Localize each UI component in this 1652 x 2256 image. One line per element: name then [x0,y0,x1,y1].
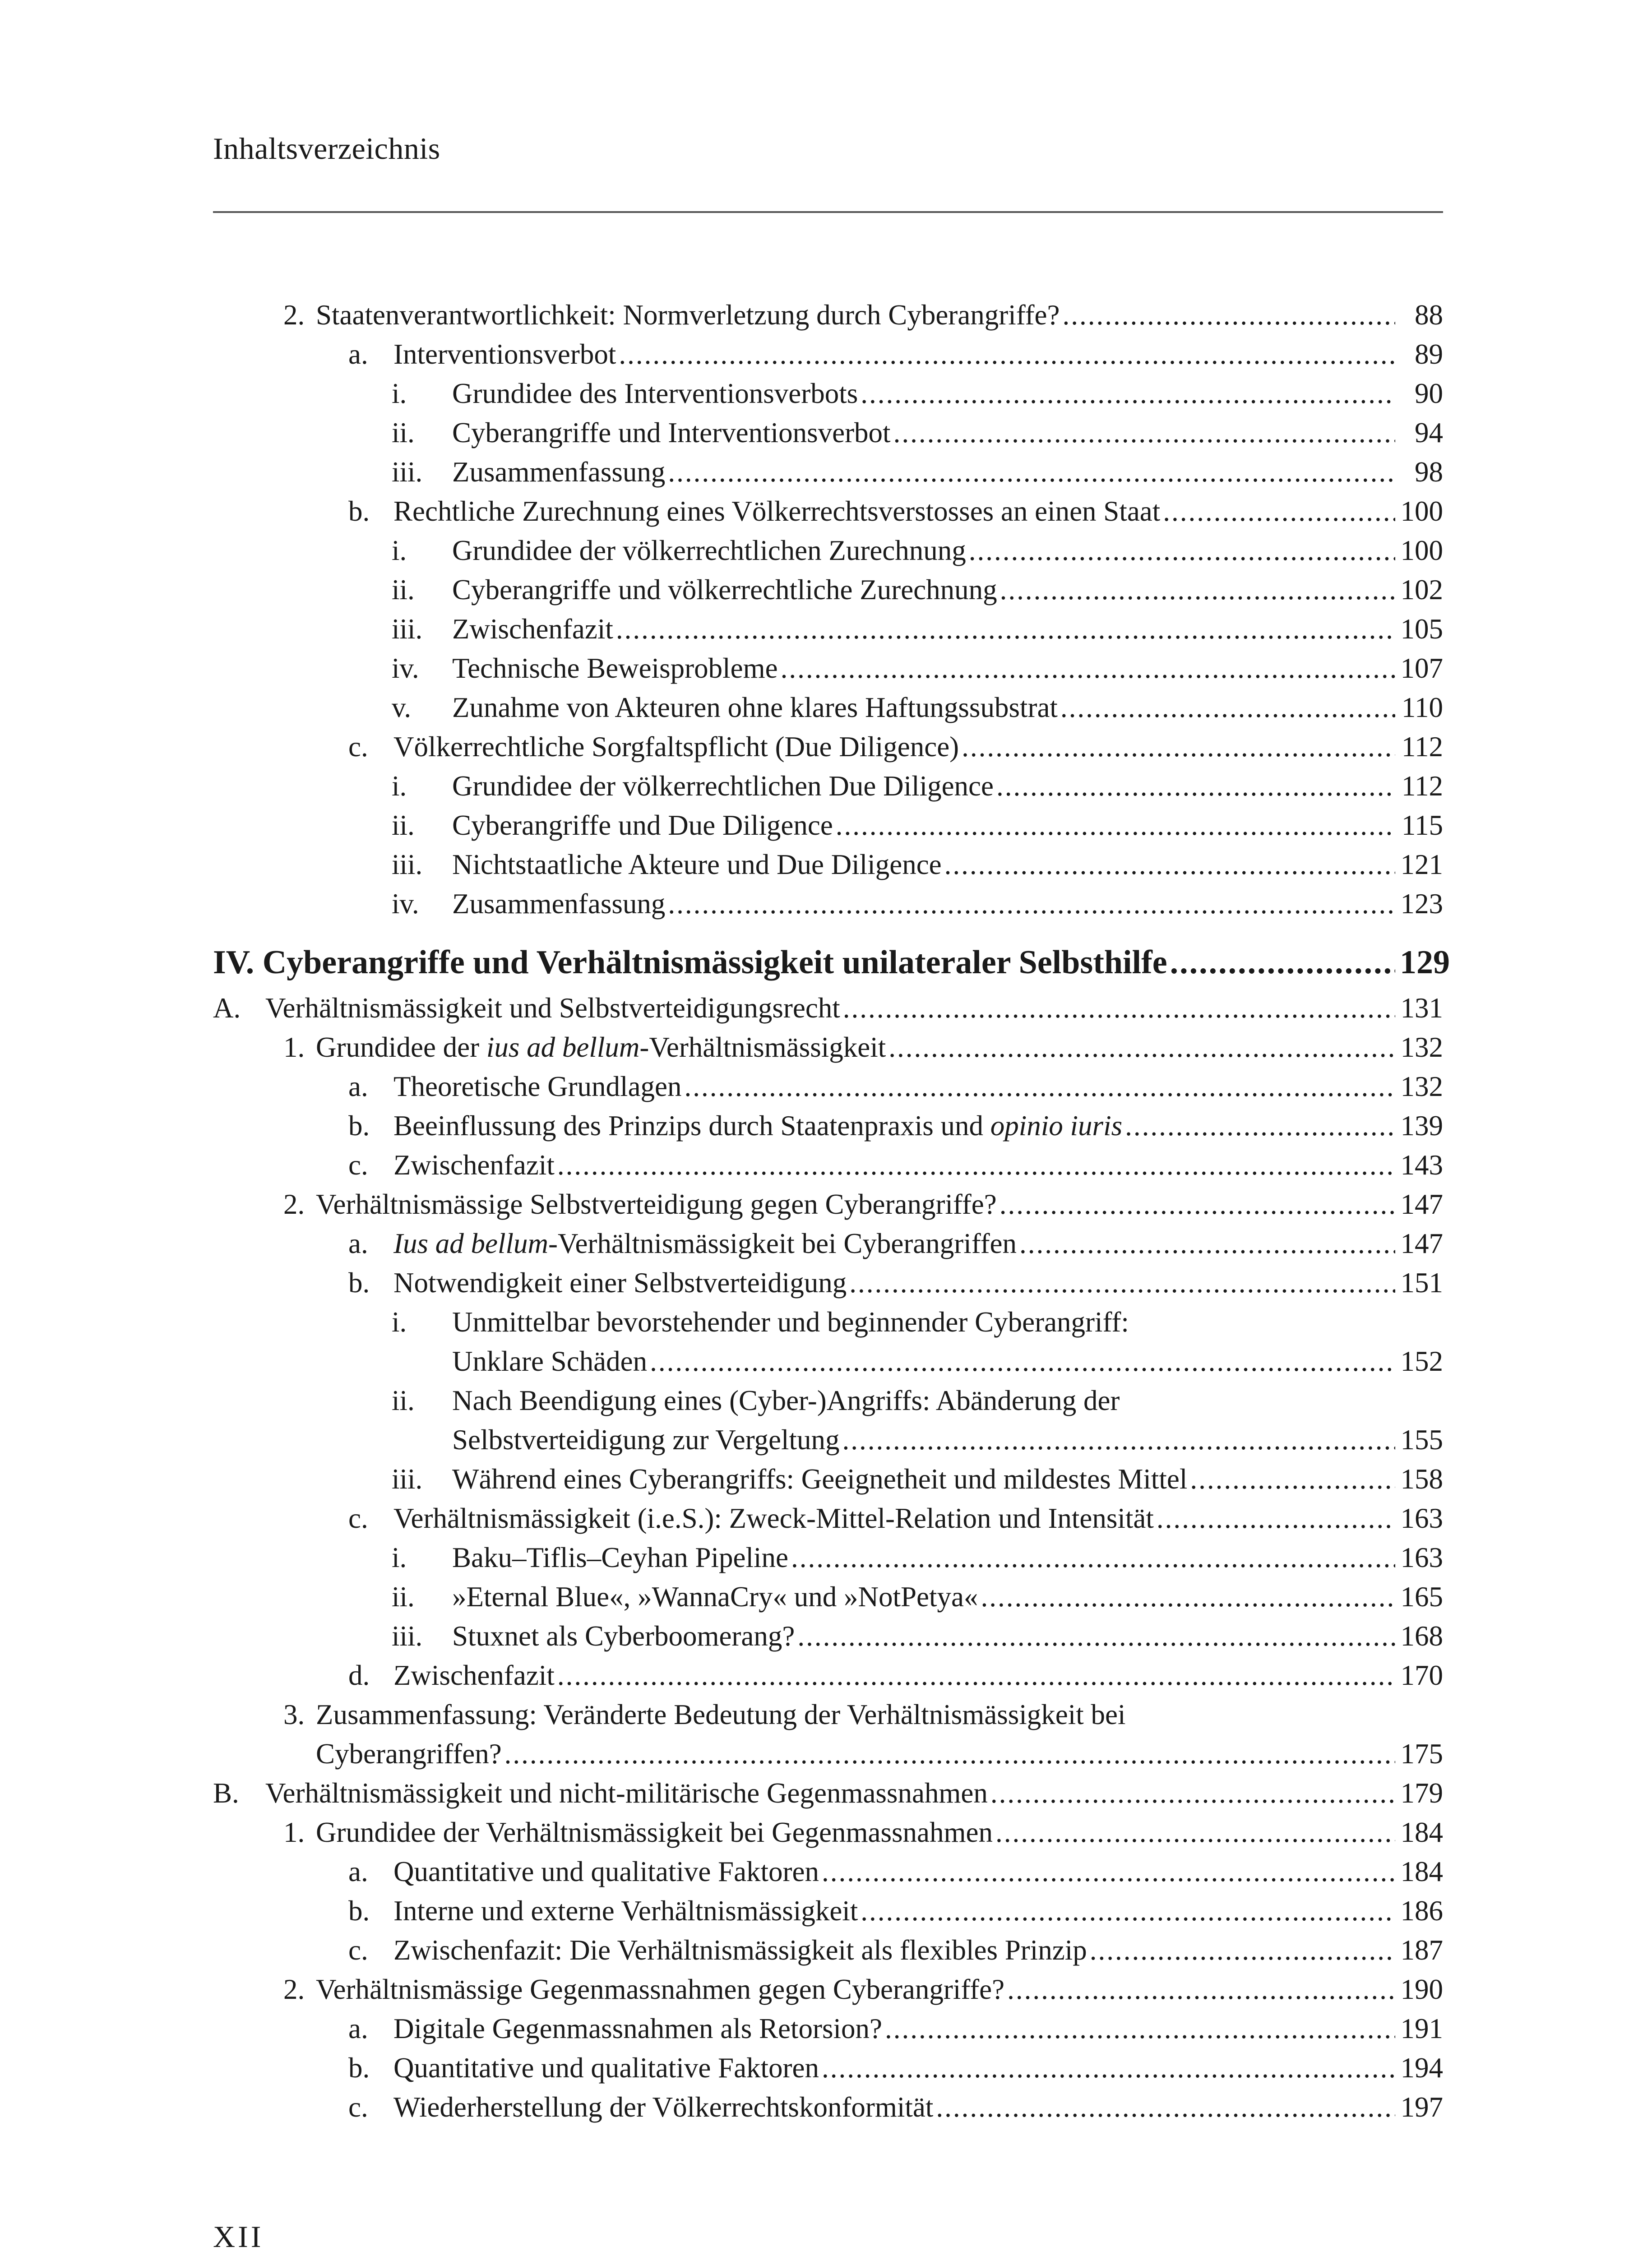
dot-leader [861,1891,1395,1931]
toc-entry-title: Zwischenfazit [393,1149,555,1181]
dot-leader [1000,1185,1395,1224]
dot-leader [1060,688,1395,727]
toc-entry[interactable] [0,989,1652,1028]
toc-entry-number: ii. [392,1385,415,1416]
toc-page-number: 179 [1400,1777,1443,1809]
toc-entry-number: iii. [392,613,423,645]
dot-leader [616,610,1395,649]
toc-entry-title: Verhältnismässigkeit und Selbstverteidigungsrecht [265,992,840,1024]
dot-leader [861,374,1395,413]
toc-page-number: 131 [1400,992,1443,1024]
toc-entry[interactable] [0,1224,1652,1263]
toc-page-number: 143 [1400,1149,1443,1181]
toc-entry[interactable] [0,1813,1652,1852]
toc-page-number: 155 [1400,1424,1443,1456]
toc-entry-title: Staatenverantwortlichkeit: Normverletzung durch Cyberangriffe? [316,299,1060,331]
toc-entry-number: iii. [392,849,423,880]
toc-entry-title: IV. Cyberangriffe und Verhältnismässigkeit unilateraler Selbsthilfe [213,944,1167,981]
dot-leader [1163,492,1395,531]
toc-page-number: 187 [1400,1934,1443,1966]
toc-entry-title: Cyberangriffe und Interventionsverbot [452,417,891,448]
running-head: Inhaltsverzeichnis [213,131,440,166]
dot-leader [893,413,1395,453]
toc-entry[interactable] [0,1891,1652,1931]
toc-entry-number: ii. [392,574,415,606]
title-text: -Verhältnismässigkeit [639,1031,886,1063]
toc-entry-number: iii. [392,1620,423,1652]
toc-entry-number: 1. [283,1031,305,1063]
toc-page-number: 94 [1415,417,1443,448]
toc-page-number: 121 [1400,849,1443,880]
toc-entry[interactable] [0,1185,1652,1224]
toc-entry-number: d. [348,1660,370,1691]
title-italic-term: opinio iuris [990,1110,1123,1142]
dot-leader [557,1656,1395,1695]
dot-leader [849,1263,1395,1303]
toc-entry-title: Digitale Gegenmassnahmen als Retorsion? [393,2013,882,2044]
toc-entry-number: v. [392,692,412,723]
toc-entry[interactable] [0,1381,1652,1460]
toc-entry-title: Wiederherstellung der Völkerrechtskonformität [393,2091,934,2123]
toc-entry-number: iii. [392,456,423,488]
dot-leader [822,1852,1395,1891]
dot-leader [1190,1460,1395,1499]
toc-entry-title: Unklare Schäden [452,1345,648,1377]
toc-entry-title: Verhältnismässige Gegenmassnahmen gegen Cyberangriffe? [316,1974,1005,2005]
toc-entry-number: i. [392,1306,407,1338]
toc-entry-title: Zusammenfassung [452,456,666,488]
dot-leader [1000,570,1395,610]
toc-entry-number: ii. [392,417,415,448]
toc-entry[interactable] [0,1656,1652,1695]
toc-entry-title: Stuxnet als Cyberboomerang? [452,1620,795,1652]
toc-entry-number: c. [348,731,368,763]
toc-page-number: 152 [1400,1345,1443,1377]
dot-leader [996,767,1395,806]
dot-leader [1007,1970,1395,2009]
toc-entry-title: Cyberangriffe und völkerrechtliche Zurechnung [452,574,997,606]
dot-leader [557,1146,1395,1185]
toc-entry-title: Zunahme von Akteuren ohne klares Haftungssubstrat [452,692,1058,723]
dot-leader [668,453,1395,492]
toc-page-number: 147 [1400,1188,1443,1220]
dot-leader [888,1028,1395,1067]
toc-entry[interactable] [0,413,1652,453]
toc-page-number: 151 [1400,1267,1443,1299]
toc-entry-title: Zwischenfazit [452,613,613,645]
toc-entry[interactable] [0,374,1652,413]
toc-entry-title: Während eines Cyberangriffs: Geeignetheit und mildestes Mittel [452,1463,1188,1495]
dot-leader [1170,940,1395,985]
toc-entry-number: c. [348,1934,368,1966]
toc-entry[interactable] [0,492,1652,531]
dot-leader [668,884,1395,924]
toc-entry-title: Zusammenfassung [452,888,666,920]
toc-entry-title: Selbstverteidigung zur Vergeltung [452,1424,840,1456]
toc-entry-number: b. [348,495,370,527]
toc-entry-number: iii. [392,1463,423,1495]
title-italic-term: ius ad bellum [486,1031,640,1063]
toc-entry[interactable] [0,727,1652,767]
dot-leader [842,1420,1395,1460]
toc-entry-title-first-line: Unmittelbar bevorstehender und beginnender Cyberangriff: [452,1306,1129,1338]
dot-leader [504,1734,1395,1774]
dot-leader [885,2009,1395,2048]
toc-entry-number: i. [392,770,407,802]
toc-entry-title [316,1028,886,1067]
toc-entry-number: a. [348,2013,368,2044]
toc-entry[interactable] [0,1538,1652,1577]
toc-page-number: 147 [1400,1228,1443,1259]
title-italic-term: Ius ad bellum [393,1228,548,1259]
toc-entry-number: 2. [283,299,305,331]
dot-leader [650,1342,1395,1381]
dot-leader [685,1067,1396,1106]
toc-entry-title: Interventionsverbot [393,338,616,370]
toc-entry[interactable] [0,570,1652,610]
toc-entry[interactable] [0,2088,1652,2127]
toc-entry-title: Cyberangriffen? [316,1738,502,1770]
toc-page-number: 184 [1400,1856,1443,1887]
title-text: Grundidee der [316,1031,486,1063]
dot-leader [995,1813,1395,1852]
toc-page-number: 186 [1400,1895,1443,1927]
toc-entry-number: 2. [283,1974,305,2005]
dot-leader [1019,1224,1395,1263]
toc-entry[interactable] [0,649,1652,688]
toc-entry-number: i. [392,378,407,409]
toc-entry-title: Grundidee der völkerrechtlichen Zurechnung [452,535,966,566]
dot-leader [969,531,1395,570]
toc-entry-title: Technische Beweisprobleme [452,652,778,684]
toc-entry[interactable] [0,335,1652,374]
toc-entry[interactable] [0,1460,1652,1499]
toc-entry[interactable] [0,1695,1652,1774]
toc-entry-number: a. [348,1228,368,1259]
toc-page-number: 184 [1400,1817,1443,1848]
toc-entry-number: 3. [283,1699,305,1730]
toc-entry-number: 1. [283,1817,305,1848]
toc-entry[interactable] [0,1499,1652,1538]
toc-entry-number: a. [348,1856,368,1887]
toc-page-number: 139 [1400,1110,1443,1142]
dot-leader [781,649,1395,688]
toc-entry-title: Theoretische Grundlagen [393,1071,682,1102]
toc-page-number: 123 [1400,888,1443,920]
toc-entry[interactable] [0,806,1652,845]
toc-page-number: 190 [1400,1974,1443,2005]
toc-chapter-heading[interactable] [0,940,1652,985]
toc-page-number: 191 [1400,2013,1443,2044]
toc-entry[interactable] [0,1028,1652,1067]
dot-leader [791,1538,1395,1577]
toc-entry-title: Baku–Tiflis–Ceyhan Pipeline [452,1542,788,1573]
toc-page-number: 163 [1400,1502,1443,1534]
title-text: Beeinflussung des Prinzips durch Staatenpraxis und [393,1110,990,1142]
toc-entry-number: b. [348,2052,370,2084]
toc-entry-number: a. [348,1071,368,1102]
dot-leader [836,806,1395,845]
toc-entry-title: Nichtstaatliche Akteure und Due Diligence [452,849,942,880]
toc-entry-title: Grundidee der Verhältnismässigkeit bei Gegenmassnahmen [316,1817,993,1848]
toc-entry-title: Grundidee des Interventionsverbots [452,378,858,409]
toc-page-number: 112 [1401,770,1443,802]
toc-entry[interactable] [0,453,1652,492]
toc-entry-number: iv. [392,652,419,684]
toc-entry-number: b. [348,1110,370,1142]
toc-page-number: 100 [1400,495,1443,527]
toc-entry-number: i. [392,535,407,566]
toc-entry[interactable] [0,1617,1652,1656]
toc-entry[interactable] [0,1970,1652,2009]
toc-page-number: 194 [1400,2052,1443,2084]
toc-entry[interactable] [0,531,1652,570]
toc-page-number: 112 [1401,731,1443,763]
toc-page-number: 165 [1400,1581,1443,1613]
toc-entry[interactable] [0,1303,1652,1381]
toc-entry-number: A. [213,992,241,1024]
toc-entry-title: Rechtliche Zurechnung eines Völkerrechtsverstosses an einen Staat [393,495,1161,527]
toc-entry-number: c. [348,1502,368,1534]
dot-leader [1090,1931,1395,1970]
toc-page-number: 115 [1401,809,1443,841]
toc-entry-title-first-line: Nach Beendigung eines (Cyber-)Angriffs: Abänderung der [452,1385,1120,1416]
toc-entry-number: a. [348,338,368,370]
toc-entry[interactable] [0,845,1652,884]
toc-page-number: 107 [1400,652,1443,684]
toc-entry-number: 2. [283,1188,305,1220]
toc-page-number: 132 [1400,1071,1443,1102]
dot-leader [822,2048,1395,2088]
toc-entry[interactable] [0,1146,1652,1185]
toc-entry[interactable] [0,1577,1652,1617]
toc-page-number: 100 [1400,535,1443,566]
toc-page-number: 168 [1400,1620,1443,1652]
dot-leader [1062,296,1395,335]
toc-entry-number: c. [348,1149,368,1181]
toc-page-number: 158 [1400,1463,1443,1495]
toc-entry-title: Verhältnismässigkeit und nicht-militärische Gegenmassnahmen [265,1777,988,1809]
toc-entry-title-first-line: Zusammenfassung: Veränderte Bedeutung der Verhältnismässigkeit bei [316,1699,1126,1730]
dot-leader [944,845,1395,884]
toc-entry-number: b. [348,1895,370,1927]
toc-entry-number: c. [348,2091,368,2123]
toc-entry-title: Quantitative und qualitative Faktoren [393,1856,819,1887]
toc-entry[interactable] [0,767,1652,806]
toc-entry-number: b. [348,1267,370,1299]
toc-entry-number: iv. [392,888,419,920]
title-text: -Verhältnismässigkeit bei Cyberangriffen [548,1228,1017,1259]
dot-leader [990,1774,1395,1813]
toc-entry[interactable] [0,1852,1652,1891]
toc-entry-title: Zwischenfazit: Die Verhältnismässigkeit als flexibles Prinzip [393,1934,1087,1966]
toc-page-number: 175 [1400,1738,1443,1770]
toc-entry-title: Quantitative und qualitative Faktoren [393,2052,819,2084]
toc-entry[interactable] [0,688,1652,727]
dot-leader [962,727,1395,767]
toc-entry[interactable] [0,1931,1652,1970]
toc-page-number: 163 [1400,1542,1443,1573]
toc-entry-title: Zwischenfazit [393,1660,555,1691]
toc-page-number: 110 [1401,692,1443,723]
toc-entry[interactable] [0,2009,1652,2048]
dot-leader [843,989,1395,1028]
toc-page-number: 197 [1400,2091,1443,2123]
dot-leader [619,335,1395,374]
toc-entry-title: »Eternal Blue«, »WannaCry« und »NotPetya« [452,1581,978,1613]
toc-page-number: 90 [1415,378,1443,409]
dot-leader [1125,1106,1395,1146]
toc-entry-number: i. [392,1542,407,1573]
dot-leader [936,2088,1395,2127]
page-number: XII [213,2219,264,2254]
dot-leader [797,1617,1395,1656]
toc-entry-title: Cyberangriffe und Due Diligence [452,809,833,841]
toc-entry-title: Völkerrechtliche Sorgfaltspflicht (Due Diligence) [393,731,959,763]
toc-entry[interactable] [0,2048,1652,2088]
toc-page-number: 132 [1400,1031,1443,1063]
toc-entry-title: Verhältnismässige Selbstverteidigung gegen Cyberangriffe? [316,1188,997,1220]
toc-page-number: 88 [1415,299,1443,331]
toc-entry-title: Notwendigkeit einer Selbstverteidigung [393,1267,847,1299]
toc-page-number: 102 [1400,574,1443,606]
toc-entry[interactable] [0,884,1652,924]
dot-leader [1157,1499,1395,1538]
dot-leader [981,1577,1395,1617]
toc-entry[interactable] [0,296,1652,335]
toc-page-number: 98 [1415,456,1443,488]
toc-entry-title: Interne und externe Verhältnismässigkeit [393,1895,858,1927]
toc-entry[interactable] [0,1263,1652,1303]
toc-entry-number: B. [213,1777,239,1809]
toc-page-number: 89 [1415,338,1443,370]
toc-entry[interactable] [0,1067,1652,1106]
toc-entry[interactable] [0,610,1652,649]
toc-entry-number: ii. [392,809,415,841]
toc-entry-number: ii. [392,1581,415,1613]
toc-entry-title [393,1224,1017,1263]
toc-entry[interactable] [0,1106,1652,1146]
toc-entry[interactable] [0,1774,1652,1813]
toc-entry-title [393,1106,1122,1146]
toc-page-number: 129 [1400,944,1450,981]
toc-entry-title: Verhältnismässigkeit (i.e.S.): Zweck-Mittel-Relation und Intensität [393,1502,1154,1534]
toc-entry-title: Grundidee der völkerrechtlichen Due Diligence [452,770,994,802]
toc-page-number: 105 [1400,613,1443,645]
toc-page-number: 170 [1400,1660,1443,1691]
